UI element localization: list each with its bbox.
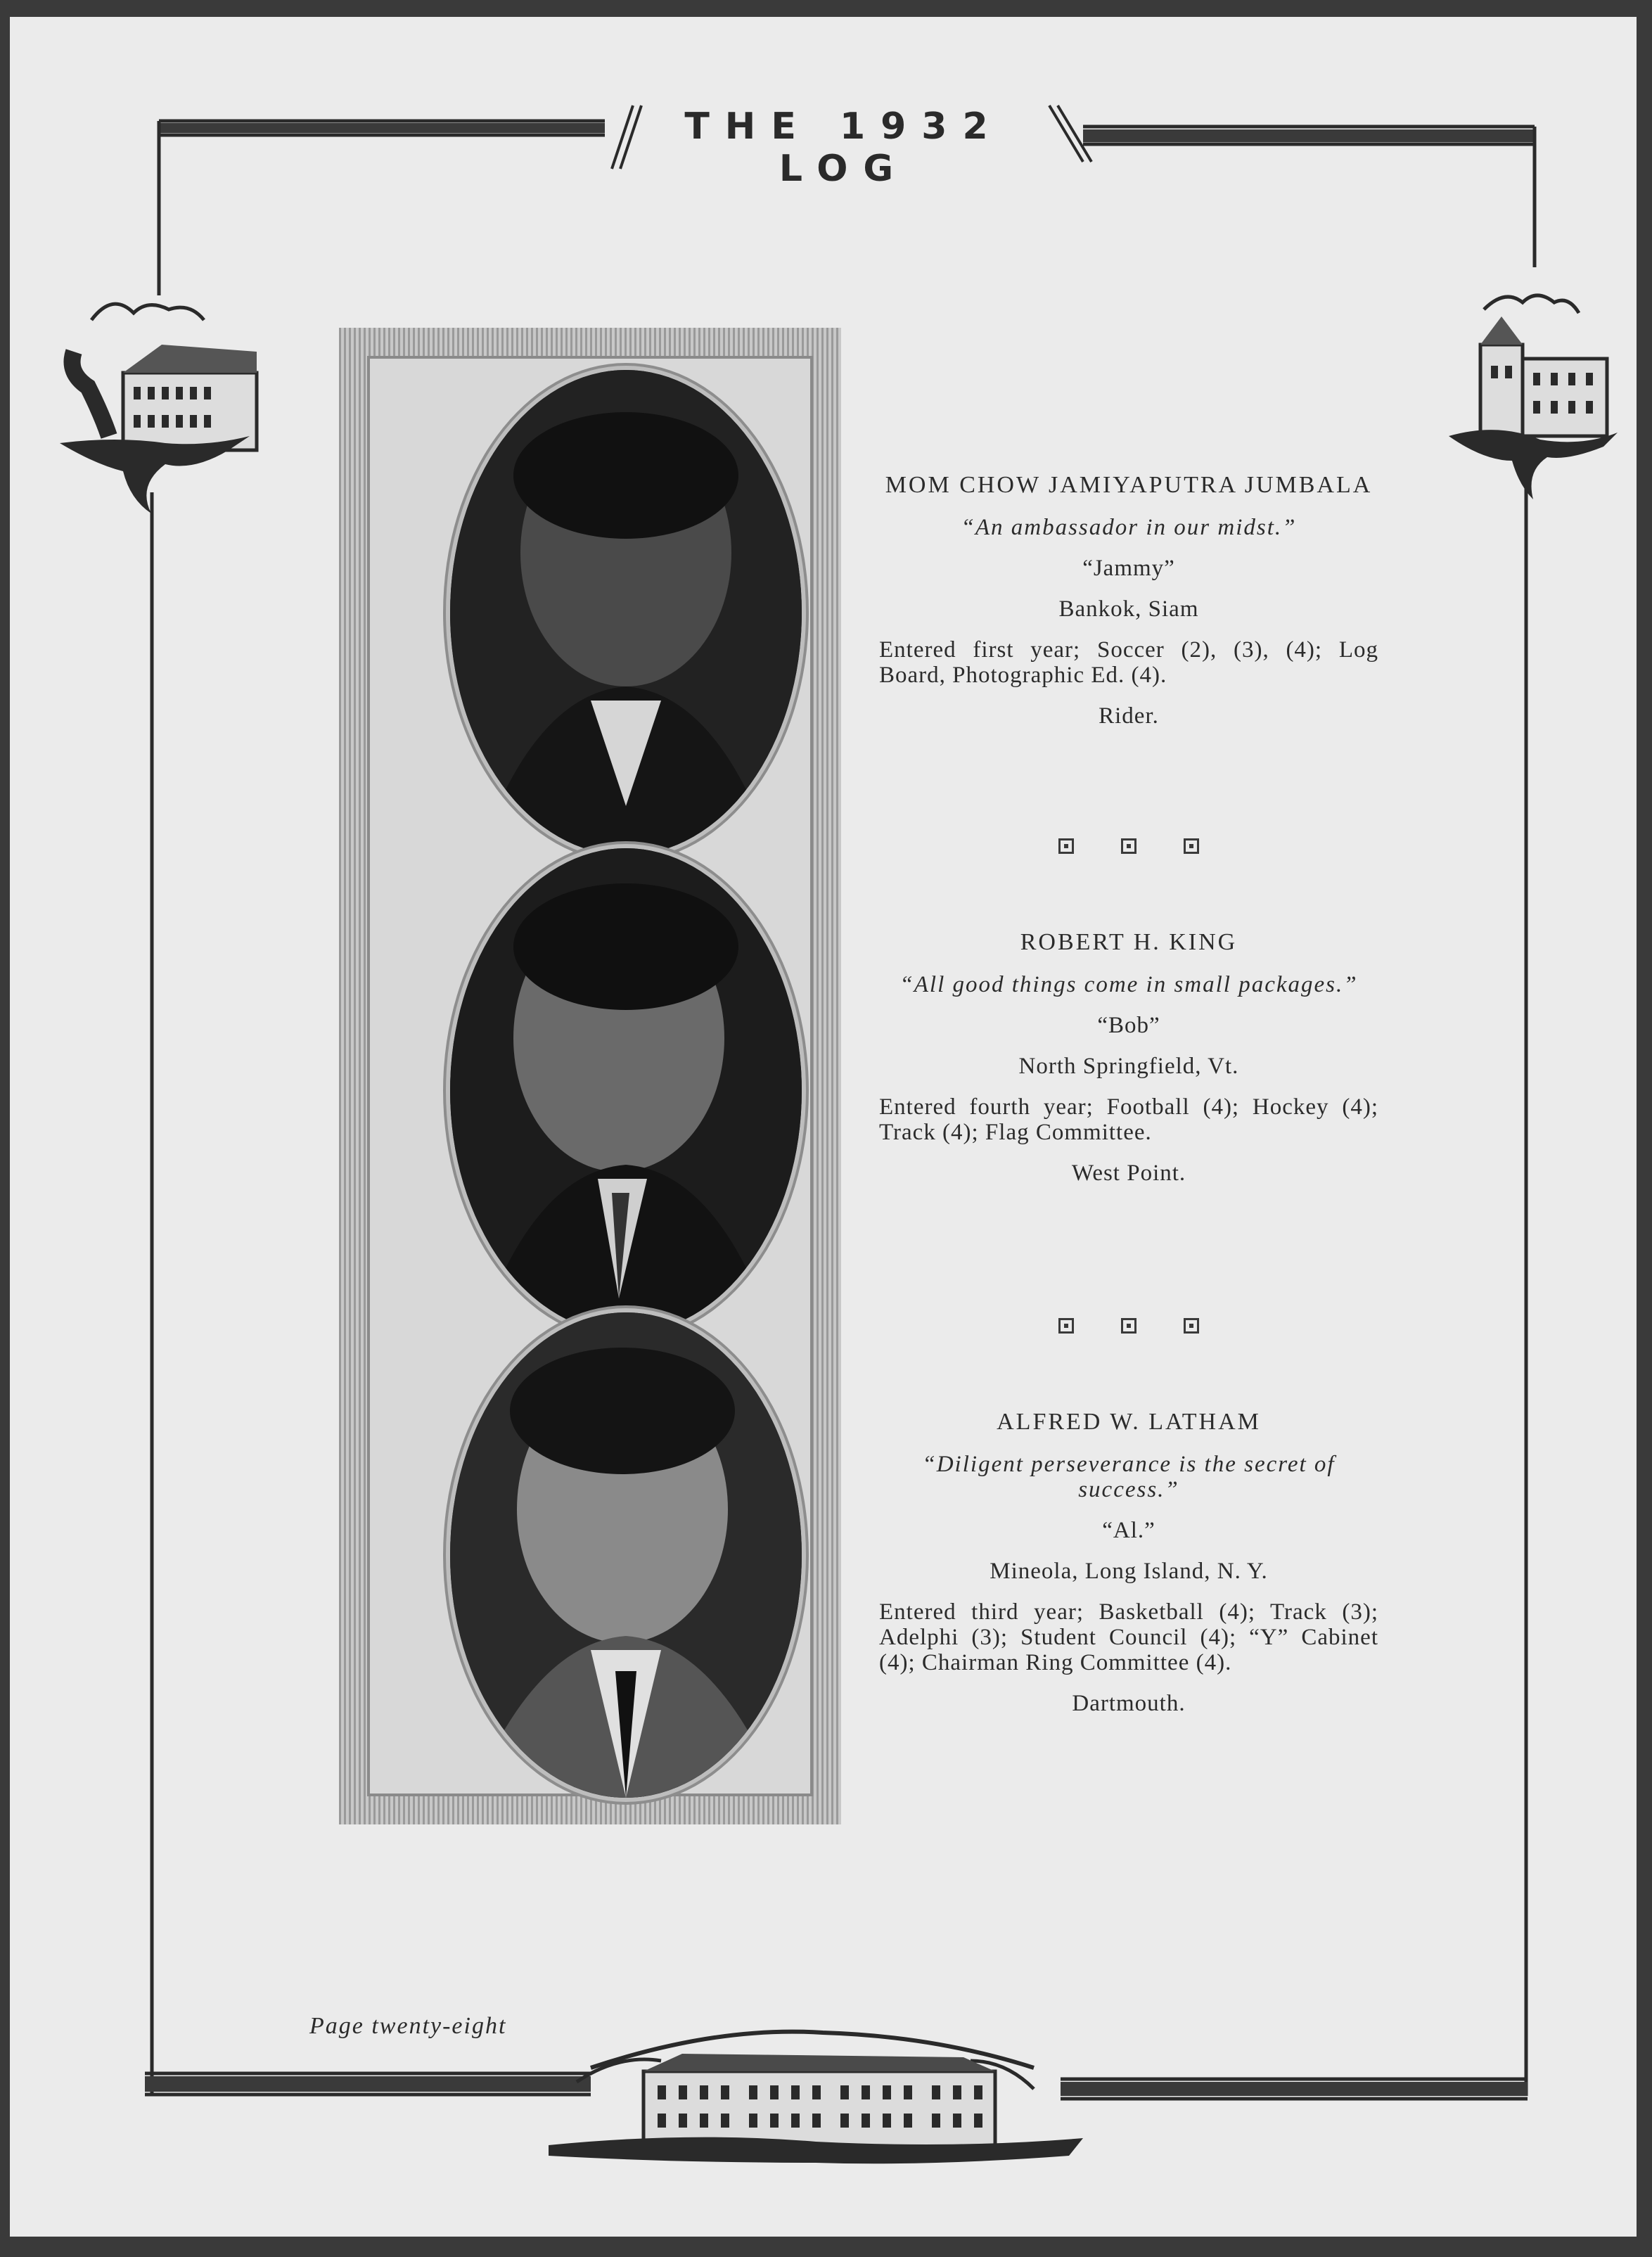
portrait-photo-latham [446, 1308, 806, 1802]
senior-destination: Rider. [1099, 703, 1159, 729]
senior-entry-king [879, 930, 1378, 1186]
separator-ornament-icon [1184, 838, 1199, 854]
page-number: Page twenty-eight [309, 2013, 507, 2039]
senior-nickname: “Jammy” [1082, 556, 1175, 581]
building-illustration-left-icon [56, 288, 260, 520]
portrait-photo-jumbala [446, 366, 806, 859]
separator-ornament-icon [1184, 1318, 1199, 1334]
senior-hometown: North Springfield, Vt. [1018, 1054, 1239, 1079]
portrait-photo-king [446, 844, 806, 1338]
separator-ornament-icon [1121, 1318, 1136, 1334]
senior-entry-latham [879, 1409, 1378, 1716]
senior-entry-jumbala [879, 473, 1378, 729]
building-illustration-bottom-icon [549, 2005, 1083, 2180]
senior-record: Entered first year; Soccer (2), (3), (4); Log Board, Photographic Ed. (4). [879, 637, 1378, 688]
senior-record: Entered fourth year; Football (4); Hockey (4); Track (4); Flag Committee. [879, 1094, 1378, 1145]
separator-ornament [1058, 1318, 1199, 1334]
building-illustration-right-icon [1442, 281, 1625, 506]
separator-ornament [1058, 838, 1199, 854]
senior-destination: Dartmouth. [1072, 1691, 1186, 1716]
senior-hometown: Bankok, Siam [1058, 596, 1199, 622]
senior-quote: “All good things come in small packages.” [899, 972, 1358, 997]
page-header-title: THE 1932 LOG [684, 106, 1004, 190]
senior-record: Entered third year; Basketball (4); Track (3); Adelphi (3); Student Council (4); “Y” Cabinet (4); Chairman Ring Committee (4). [879, 1599, 1378, 1675]
senior-quote: “An ambassador in our midst.” [961, 515, 1297, 540]
separator-ornament-icon [1058, 838, 1074, 854]
photo-mat [367, 356, 813, 1796]
separator-ornament-icon [1121, 838, 1136, 854]
senior-destination: West Point. [1071, 1161, 1186, 1186]
senior-name: MOM CHOW JAMIYAPUTRA JUMBALA [885, 472, 1373, 498]
senior-hometown: Mineola, Long Island, N. Y. [990, 1559, 1268, 1584]
senior-name: ROBERT H. KING [1020, 929, 1238, 955]
senior-quote: “Diligent perseverance is the secret of success.” [922, 1452, 1336, 1502]
senior-nickname: “Al.” [1102, 1518, 1155, 1543]
senior-name: ALFRED W. LATHAM [997, 1409, 1261, 1435]
portrait-photo-strip [339, 328, 841, 1824]
senior-nickname: “Bob” [1097, 1013, 1160, 1038]
separator-ornament-icon [1058, 1318, 1074, 1334]
